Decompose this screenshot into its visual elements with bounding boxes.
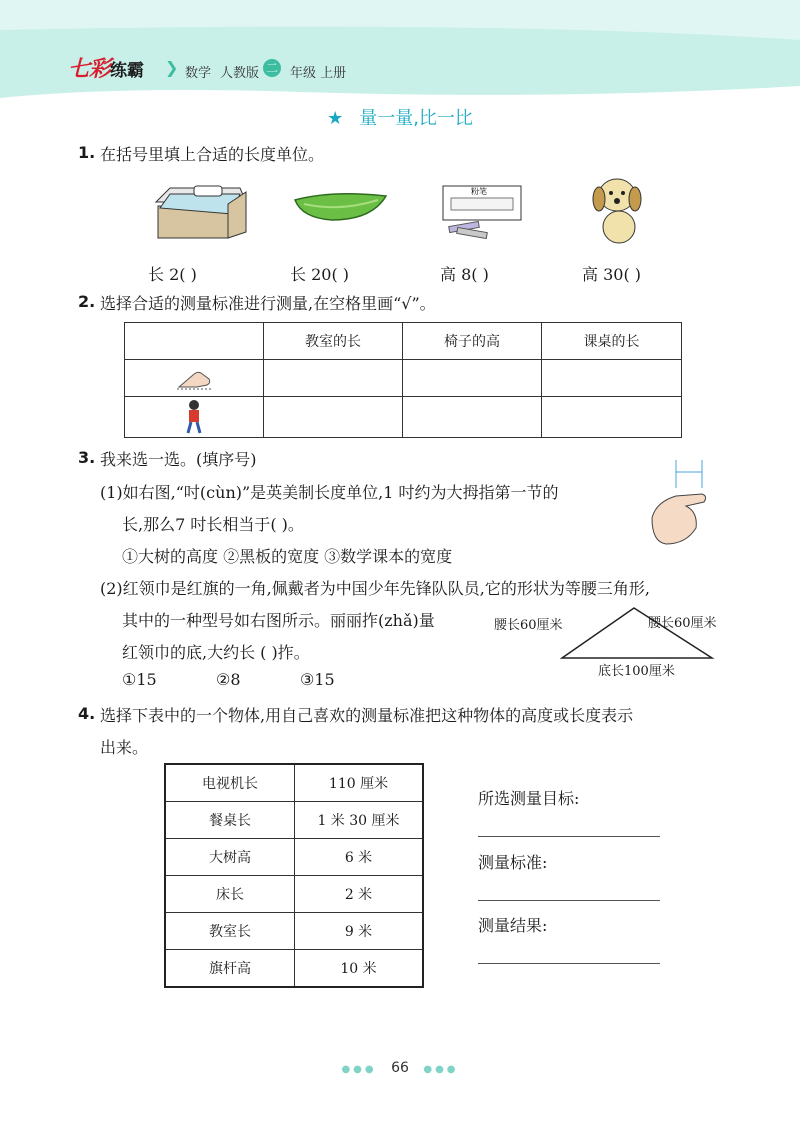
q3-p2-option: ③15 bbox=[300, 670, 335, 689]
table-cell: 9 米 bbox=[295, 913, 424, 950]
thumb-inch-icon bbox=[646, 458, 724, 554]
dots-decoration-icon: ●●● bbox=[341, 1064, 377, 1075]
table-cell: 1 米 30 厘米 bbox=[295, 802, 424, 839]
section-title-text: 量一量,比一比 bbox=[359, 108, 473, 129]
q3-p2-line1: (2)红领巾是红旗的一角,佩戴者为中国少年先锋队队员,它的形状为等腰三角形, bbox=[100, 579, 650, 598]
chevron-right-icon: ❯ bbox=[165, 58, 179, 77]
table-row bbox=[125, 360, 682, 397]
grade-badge: 二 bbox=[263, 59, 281, 77]
q2-text: 选择合适的测量标准进行测量,在空格里画“√”。 bbox=[100, 294, 436, 313]
q4-line1: 选择下表中的一个物体,用自己喜欢的测量标准把这种物体的高度或长度表示 bbox=[100, 706, 634, 725]
q1-number: 1. bbox=[78, 143, 96, 162]
triangle-left-label: 腰长60厘米 bbox=[494, 618, 563, 633]
header-grade: 年级 上册 bbox=[290, 66, 347, 81]
q3-text: 我来选一选。(填序号) bbox=[100, 450, 257, 469]
check-cell[interactable] bbox=[403, 397, 542, 438]
section-title bbox=[0, 104, 800, 130]
table-row bbox=[165, 950, 423, 988]
header-edition: 人教版 bbox=[220, 66, 260, 81]
q3-p2-line2: 其中的一种型号如右图所示。丽丽拃(zhǎ)量 bbox=[122, 611, 435, 630]
standard-label: 测量标准: bbox=[478, 853, 548, 872]
q3-p2-option: ①15 bbox=[122, 670, 157, 689]
result-answer-line[interactable] bbox=[478, 963, 660, 964]
table-row bbox=[125, 397, 682, 438]
table-cell: 教室长 bbox=[165, 913, 295, 950]
q1-item-bed-label: 长 2( ) bbox=[148, 265, 197, 284]
header-subject: 数学 bbox=[185, 66, 212, 81]
q4-line2: 出来。 bbox=[100, 738, 149, 757]
standard-answer-line[interactable] bbox=[478, 900, 660, 901]
table-cell: 大树高 bbox=[165, 839, 295, 876]
table-row bbox=[165, 764, 423, 802]
table-row bbox=[165, 913, 423, 950]
q3-p2-line3: 红领巾的底,大约长 ( )拃。 bbox=[122, 643, 310, 662]
table-cell: 2 米 bbox=[295, 876, 424, 913]
check-cell[interactable] bbox=[264, 397, 403, 438]
table-cell: 餐桌长 bbox=[165, 802, 295, 839]
chalk-box-icon bbox=[437, 180, 525, 242]
table-header: 椅子的高 bbox=[403, 323, 542, 360]
table-cell: 电视机长 bbox=[165, 764, 295, 802]
cucumber-icon bbox=[292, 190, 390, 224]
check-cell[interactable] bbox=[542, 360, 682, 397]
q4-number: 4. bbox=[78, 704, 96, 723]
table-cell: 6 米 bbox=[295, 839, 424, 876]
row-icon-cell bbox=[125, 397, 264, 438]
q3-p1-options: ①大树的高度 ②黑板的宽度 ③数学课本的宽度 bbox=[122, 547, 453, 566]
q1-item-puppy-label: 高 30( ) bbox=[582, 265, 642, 284]
table-row bbox=[165, 876, 423, 913]
walking-boy-icon bbox=[184, 398, 204, 436]
check-cell[interactable] bbox=[264, 360, 403, 397]
target-answer-line[interactable] bbox=[478, 836, 660, 837]
table-cell: 10 米 bbox=[295, 950, 424, 988]
q1-text: 在括号里填上合适的长度单位。 bbox=[100, 145, 325, 164]
q3-p1-line1: (1)如右图,“吋(cùn)”是英美制长度单位,1 吋约为大拇指第一节的 bbox=[100, 483, 559, 502]
table-header: 教室的长 bbox=[264, 323, 403, 360]
object-length-table bbox=[164, 763, 424, 988]
publisher-logo bbox=[68, 52, 144, 83]
row-icon-cell bbox=[125, 360, 264, 397]
triangle-base-label: 底长100厘米 bbox=[598, 664, 675, 679]
measure-standard-table bbox=[124, 322, 682, 438]
check-cell[interactable] bbox=[542, 397, 682, 438]
page-number: 66 bbox=[391, 1060, 409, 1076]
q1-item-chalk-label: 高 8( ) bbox=[440, 265, 489, 284]
page-number-footer bbox=[0, 1060, 800, 1076]
table-cell: 旗杆高 bbox=[165, 950, 295, 988]
q1-item-cucumber-label: 长 20( ) bbox=[290, 265, 350, 284]
chalk-box-label: 粉笔 bbox=[471, 187, 487, 196]
logo-sub-text: 练霸 bbox=[110, 61, 145, 81]
table-cell: 110 厘米 bbox=[295, 764, 424, 802]
q3-number: 3. bbox=[78, 448, 96, 467]
table-header-empty bbox=[125, 323, 264, 360]
logo-main-text: 七彩 bbox=[68, 57, 111, 82]
check-cell[interactable] bbox=[403, 360, 542, 397]
table-cell: 床长 bbox=[165, 876, 295, 913]
q3-p1-line2: 长,那么7 吋长相当于( )。 bbox=[122, 515, 304, 534]
puppy-icon bbox=[585, 175, 649, 247]
target-label: 所选测量目标: bbox=[478, 789, 580, 808]
triangle-right-label: 腰长60厘米 bbox=[648, 616, 717, 631]
header-band bbox=[0, 0, 800, 100]
table-header: 课桌的长 bbox=[542, 323, 682, 360]
bed-icon bbox=[150, 180, 250, 242]
star-icon: ★ bbox=[327, 108, 344, 129]
q2-number: 2. bbox=[78, 292, 96, 311]
table-row bbox=[165, 802, 423, 839]
q3-p2-option: ②8 bbox=[216, 670, 241, 689]
table-row bbox=[165, 839, 423, 876]
dots-decoration-icon: ●●● bbox=[423, 1064, 459, 1075]
result-label: 测量结果: bbox=[478, 916, 548, 935]
hand-span-icon bbox=[175, 365, 213, 391]
